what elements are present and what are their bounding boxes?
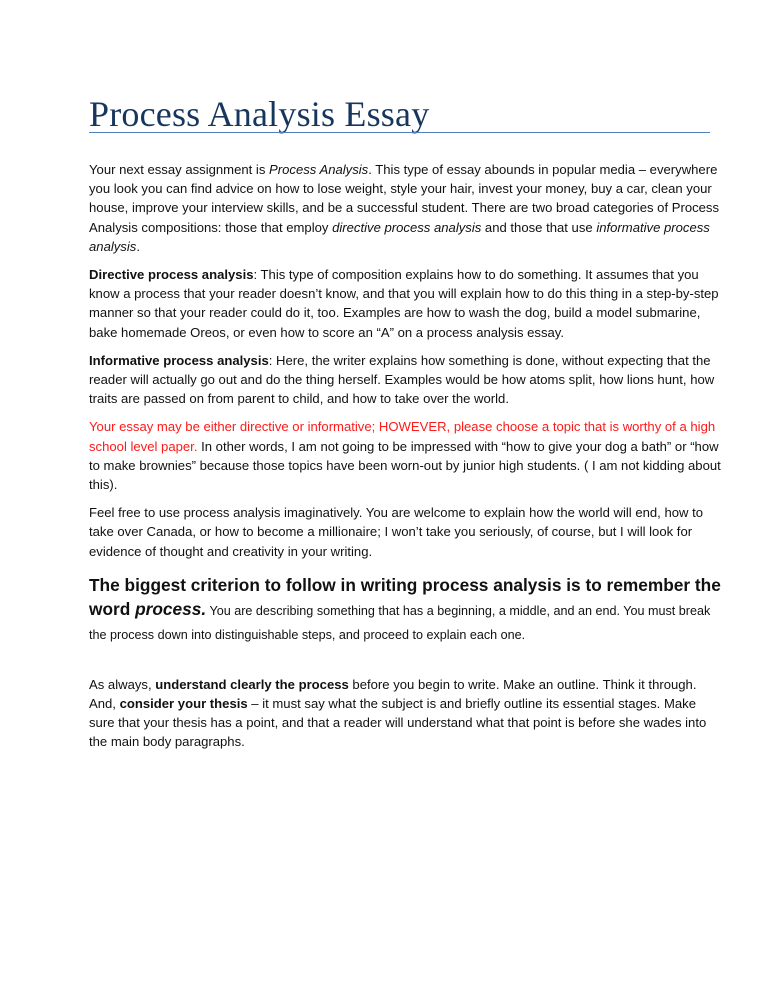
- intro-text: Your next essay assignment is: [89, 162, 270, 177]
- informative-text: : Here, the writer explains how something is done, without expecting that the reader will actually go out and do the thing herself. Examples would be how atoms split, how lions hunt, how traits are passed on from parent to child, and how to take over the world.: [89, 352, 715, 407]
- intro-text: . This type of essay abounds in popular media – everywhere you look you can find advice on how to lose weight, style your hair, invest your money, buy a car, clean your house, improve your interview skills, and be a successful student. There are two broad categories of Process Analysis compositions: those that employ: [89, 162, 720, 235]
- closing-text: – it must say what the subject is and briefly outline its essential stages. Make sure that your thesis has a point, and that a reader will understand what that point is before she wades into the main body paragraphs.: [89, 696, 707, 750]
- closing-bold-understand: understand clearly the process: [155, 676, 349, 692]
- directive-term: Directive process analysis: [89, 267, 254, 283]
- warning-text: In other words, I am not going to be impressed with “how to give your dog a bath” or “how to make brownies” because those topics have been worn-out by junior high students. ( I am not kidding about this).: [89, 438, 721, 493]
- criterion-heading-emphasis: process.: [135, 598, 207, 619]
- intro-text: and those that use: [481, 219, 597, 235]
- intro-emphasis-directive: directive process analysis: [332, 219, 482, 235]
- document-title: Process Analysis Essay: [89, 94, 430, 134]
- closing-paragraph: [89, 675, 721, 752]
- closing-text: before you begin to write. Make an outline. Think it through. And,: [89, 676, 697, 712]
- directive-text: : This type of composition explains how to do something. It assumes that you know a process that your reader doesn’t know, and that you will explain how to do this thing in a step-by-step manner so that your reader could do it, too. Examples are how to wash the dog, build a model submarine, bake homemade Oreos, or even how to score an “A” on a process analysis essay.: [89, 267, 719, 340]
- closing-bold-thesis: consider your thesis: [119, 696, 248, 712]
- directive-paragraph: [89, 265, 721, 342]
- warning-highlight: Your essay may be either directive or informative; HOWEVER, please choose a topic that is worthy of a high school level paper.: [89, 419, 716, 454]
- imaginative-paragraph: Feel free to use process analysis imaginatively. You are welcome to explain how the world will end, how to take over Canada, or how to become a millionaire; I won’t take you seriously, of course, but I will look for evidence of thought and creativity in your writing.: [89, 505, 704, 559]
- intro-emphasis-process-analysis: Process Analysis: [269, 162, 369, 177]
- criterion-text: You are describing something that has a beginning, a middle, and an end. You must break the process down into distinguishable steps, and proceed to explain each one.: [89, 603, 711, 642]
- document-body: [89, 160, 721, 761]
- title-underline-rule: [89, 132, 710, 133]
- intro-paragraph: [89, 160, 721, 256]
- closing-text: As always,: [89, 676, 156, 692]
- paragraph-spacer: [89, 656, 721, 675]
- criterion-paragraph: [89, 574, 721, 647]
- informative-term: Informative process analysis: [89, 352, 269, 368]
- intro-emphasis-informative: informative process analysis: [89, 219, 710, 254]
- intro-text: .: [136, 238, 140, 254]
- informative-paragraph: [89, 351, 721, 409]
- criterion-heading: The biggest criterion to follow in writing process analysis is to remember the word: [89, 574, 721, 619]
- warning-paragraph: [89, 417, 721, 494]
